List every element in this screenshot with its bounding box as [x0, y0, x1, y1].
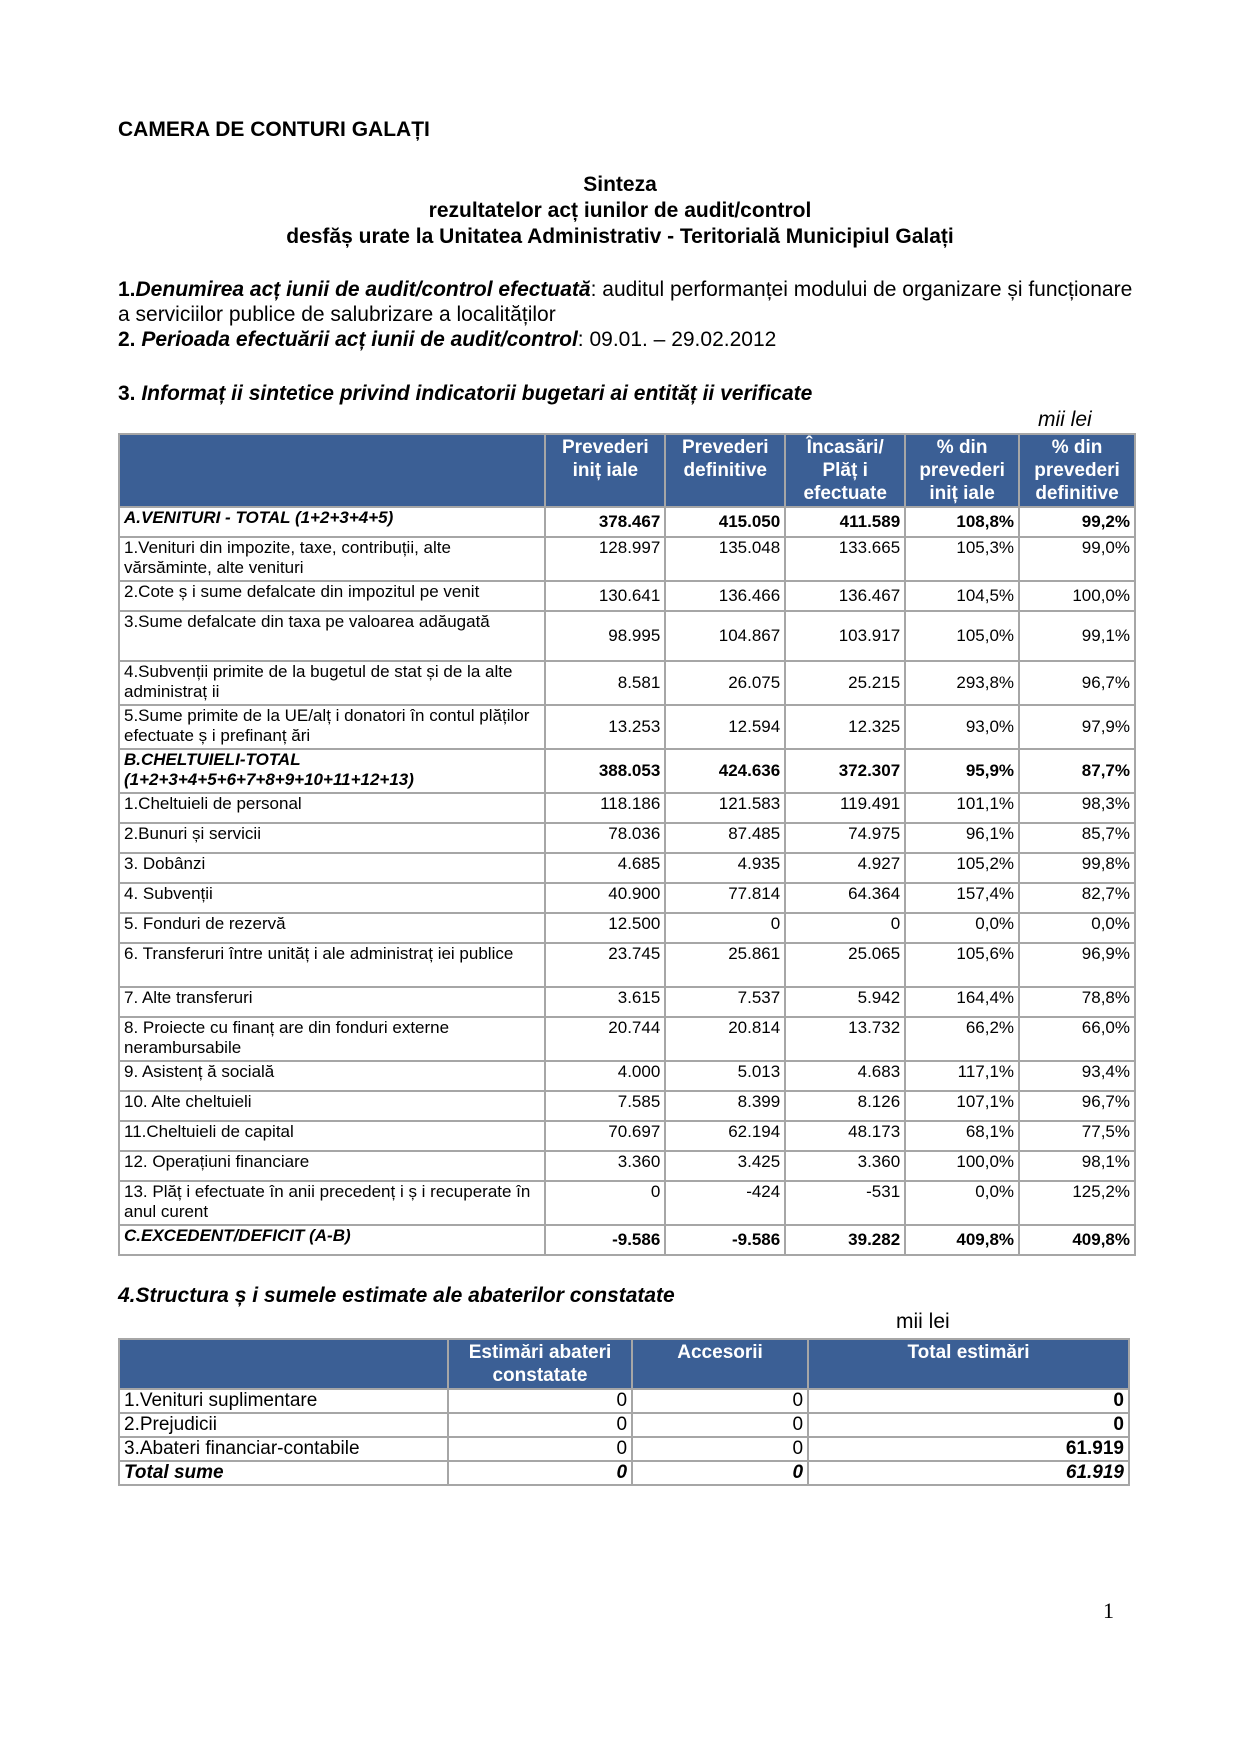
- table-cell: 415.050: [665, 507, 785, 537]
- row-label: 8. Proiecte cu finanț are din fonduri externe nerambursabile: [119, 1017, 545, 1061]
- section-title-text: Informaț ii sintetice privind indicatorii bugetari ai entităț ii verificate: [135, 382, 813, 405]
- table-cell: 0: [632, 1437, 808, 1461]
- column-header: Estimări abateri constatate: [448, 1339, 632, 1389]
- table-row: [119, 1151, 1135, 1181]
- table-cell: 100,0%: [905, 1151, 1019, 1181]
- table-cell: 121.583: [665, 793, 785, 823]
- item-value: : 09.01. – 29.02.2012: [577, 328, 777, 351]
- table-cell: 3.615: [545, 987, 665, 1017]
- table-cell: 13.253: [545, 705, 665, 749]
- table-cell: 105,0%: [905, 611, 1019, 661]
- table-cell: 125,2%: [1019, 1181, 1135, 1225]
- page-number: 1: [1103, 1598, 1114, 1623]
- table-cell: 82,7%: [1019, 883, 1135, 913]
- table-cell: 25.861: [665, 943, 785, 987]
- table-cell: 25.215: [785, 661, 905, 705]
- table-cell: 130.641: [545, 581, 665, 611]
- table-cell: 96,7%: [1019, 1091, 1135, 1121]
- table-cell: 100,0%: [1019, 581, 1135, 611]
- table-cell: 118.186: [545, 793, 665, 823]
- row-label: 9. Asistenț ă socială: [119, 1061, 545, 1091]
- table-row: [119, 913, 1135, 943]
- column-header: Total estimări: [808, 1339, 1129, 1389]
- row-label: 4. Subvenții: [119, 883, 545, 913]
- table-cell: 4.000: [545, 1061, 665, 1091]
- row-label: A.VENITURI - TOTAL (1+2+3+4+5): [119, 507, 545, 537]
- table-cell: 411.589: [785, 507, 905, 537]
- table-row: [119, 1017, 1135, 1061]
- row-label: 11.Cheltuieli de capital: [119, 1121, 545, 1151]
- title-line-2: rezultatelor acț iunilor de audit/control: [428, 199, 812, 222]
- table-cell: 135.048: [665, 537, 785, 581]
- deviations-table: [118, 1338, 1130, 1486]
- table-cell: 93,0%: [905, 705, 1019, 749]
- row-label: 3.Abateri financiar-contabile: [119, 1437, 448, 1461]
- table-cell: 20.744: [545, 1017, 665, 1061]
- table-cell: 77,5%: [1019, 1121, 1135, 1151]
- table-row: [119, 883, 1135, 913]
- row-label: 3. Dobânzi: [119, 853, 545, 883]
- table-cell: 128.997: [545, 537, 665, 581]
- table-cell: 293,8%: [905, 661, 1019, 705]
- table-cell: 23.745: [545, 943, 665, 987]
- table-row: [119, 749, 1135, 793]
- table-cell: 12.500: [545, 913, 665, 943]
- table-row: [119, 507, 1135, 537]
- table-cell: 97,9%: [1019, 705, 1135, 749]
- column-header: Prevederi iniț iale: [545, 434, 665, 507]
- table-header-row: [119, 1339, 1129, 1389]
- table-cell: 25.065: [785, 943, 905, 987]
- section-4-unit: mii lei: [896, 1310, 950, 1333]
- table-row: [119, 853, 1135, 883]
- table-row: [119, 661, 1135, 705]
- table-cell: 103.917: [785, 611, 905, 661]
- row-label: 10. Alte cheltuieli: [119, 1091, 545, 1121]
- table-cell: -9.586: [545, 1225, 665, 1255]
- table-row: [119, 611, 1135, 661]
- row-label: C.EXCEDENT/DEFICIT (A-B): [119, 1225, 545, 1255]
- audit-action-name: [118, 277, 1138, 327]
- table-cell: 95,9%: [905, 749, 1019, 793]
- table-cell: -531: [785, 1181, 905, 1225]
- item-number: 2.: [118, 328, 136, 351]
- table-cell: 78,8%: [1019, 987, 1135, 1017]
- table-cell: 388.053: [545, 749, 665, 793]
- table-cell: 96,7%: [1019, 661, 1135, 705]
- row-label: B.CHELTUIELI-TOTAL (1+2+3+4+5+6+7+8+9+10+11+12+13): [119, 749, 545, 793]
- section-4-title: 4.Structura ș i sumele estimate ale abaterilor constatate: [118, 1284, 675, 1307]
- budget-table-body: [119, 507, 1135, 1255]
- table-row: [119, 987, 1135, 1017]
- table-row: [119, 705, 1135, 749]
- table-cell: 61.919: [808, 1437, 1129, 1461]
- row-label: 1.Venituri suplimentare: [119, 1389, 448, 1413]
- table-cell: 0: [632, 1413, 808, 1437]
- title-line-3: desfăș urate la Unitatea Administrativ - Teritorială Municipiul Galați: [286, 225, 954, 248]
- table-cell: 136.466: [665, 581, 785, 611]
- table-cell: 0: [448, 1461, 632, 1485]
- table-cell: 104.867: [665, 611, 785, 661]
- table-cell: 70.697: [545, 1121, 665, 1151]
- audit-period: [118, 327, 1138, 352]
- item-label: Denumirea acț iunii de audit/control efectuată: [135, 278, 591, 301]
- table-cell: 87,7%: [1019, 749, 1135, 793]
- item-number: 1.: [118, 278, 136, 301]
- table-row: [119, 1121, 1135, 1151]
- table-cell: 117,1%: [905, 1061, 1019, 1091]
- table-cell: 4.935: [665, 853, 785, 883]
- row-label: 2.Bunuri și servicii: [119, 823, 545, 853]
- table-cell: 105,2%: [905, 853, 1019, 883]
- column-header: Încasări/ Plăț i efectuate: [785, 434, 905, 507]
- table-cell: 39.282: [785, 1225, 905, 1255]
- table-row: [119, 1461, 1129, 1485]
- table-cell: 26.075: [665, 661, 785, 705]
- column-header: Accesorii: [632, 1339, 808, 1389]
- table-cell: 0: [632, 1389, 808, 1413]
- table-cell: 64.364: [785, 883, 905, 913]
- table-row: [119, 943, 1135, 987]
- table-row: [119, 537, 1135, 581]
- table-cell: 20.814: [665, 1017, 785, 1061]
- table-cell: 424.636: [665, 749, 785, 793]
- table-cell: 0: [785, 913, 905, 943]
- table-row: [119, 1437, 1129, 1461]
- table-cell: -9.586: [665, 1225, 785, 1255]
- table-cell: 40.900: [545, 883, 665, 913]
- table-cell: 105,6%: [905, 943, 1019, 987]
- header-blank-cell: [119, 1339, 448, 1389]
- table-cell: 119.491: [785, 793, 905, 823]
- table-cell: 4.683: [785, 1061, 905, 1091]
- row-label: 2.Cote ș i sume defalcate din impozitul pe venit: [119, 581, 545, 611]
- row-label: 6. Transferuri între unităț i ale administraț iei publice: [119, 943, 545, 987]
- audit-info: [118, 277, 1138, 352]
- row-label: 3.Sume defalcate din taxa pe valoarea adăugată: [119, 611, 545, 661]
- section-3-title: [118, 382, 812, 406]
- row-label: 13. Plăț i efectuate în anii precedenț i ș i recuperate în anul curent: [119, 1181, 545, 1225]
- table-cell: 77.814: [665, 883, 785, 913]
- table-row: [119, 1181, 1135, 1225]
- deviations-table-body: [119, 1389, 1129, 1485]
- table-cell: 85,7%: [1019, 823, 1135, 853]
- table-cell: 87.485: [665, 823, 785, 853]
- table-cell: 68,1%: [905, 1121, 1019, 1151]
- table-cell: 0: [665, 913, 785, 943]
- table-cell: 5.942: [785, 987, 905, 1017]
- table-cell: 74.975: [785, 823, 905, 853]
- table-row: [119, 1389, 1129, 1413]
- table-row: [119, 1413, 1129, 1437]
- table-cell: 164,4%: [905, 987, 1019, 1017]
- table-cell: 93,4%: [1019, 1061, 1135, 1091]
- table-cell: 61.919: [808, 1461, 1129, 1485]
- table-cell: 0: [808, 1413, 1129, 1437]
- table-cell: 96,1%: [905, 823, 1019, 853]
- table-cell: 409,8%: [905, 1225, 1019, 1255]
- table-cell: 3.360: [785, 1151, 905, 1181]
- table-cell: 99,2%: [1019, 507, 1135, 537]
- table-cell: 409,8%: [1019, 1225, 1135, 1255]
- table-cell: 13.732: [785, 1017, 905, 1061]
- table-cell: 136.467: [785, 581, 905, 611]
- item-label: Perioada efectuării acț iunii de audit/control: [141, 328, 578, 351]
- table-cell: 105,3%: [905, 537, 1019, 581]
- table-cell: 378.467: [545, 507, 665, 537]
- table-cell: 8.126: [785, 1091, 905, 1121]
- table-cell: 5.013: [665, 1061, 785, 1091]
- table-cell: 62.194: [665, 1121, 785, 1151]
- row-label: 1.Cheltuieli de personal: [119, 793, 545, 823]
- table-cell: 4.685: [545, 853, 665, 883]
- row-label: 5. Fonduri de rezervă: [119, 913, 545, 943]
- table-row: [119, 581, 1135, 611]
- table-cell: 96,9%: [1019, 943, 1135, 987]
- table-row: [119, 1061, 1135, 1091]
- table-cell: 133.665: [785, 537, 905, 581]
- table-cell: 0: [545, 1181, 665, 1225]
- table-cell: -424: [665, 1181, 785, 1225]
- table-cell: 0,0%: [905, 913, 1019, 943]
- table-cell: 12.325: [785, 705, 905, 749]
- table-cell: 78.036: [545, 823, 665, 853]
- row-label: Total sume: [119, 1461, 448, 1485]
- row-label: 5.Sume primite de la UE/alț i donatori în contul plăților efectuate ș i prefinanț ări: [119, 705, 545, 749]
- title-line-1: Sinteza: [583, 173, 657, 196]
- budget-indicators-table: [118, 433, 1136, 1256]
- section-number: 3.: [118, 382, 136, 405]
- organization-name: CAMERA DE CONTURI GALAȚI: [118, 118, 430, 141]
- table-cell: 0,0%: [1019, 913, 1135, 943]
- table-cell: 7.585: [545, 1091, 665, 1121]
- column-header: % din prevederi definitive: [1019, 434, 1135, 507]
- table-cell: 99,8%: [1019, 853, 1135, 883]
- table-cell: 0: [808, 1389, 1129, 1413]
- table-cell: 4.927: [785, 853, 905, 883]
- table-cell: 3.425: [665, 1151, 785, 1181]
- item-value: : auditul performanței modului de organizare și funcționare a serviciilor publice de salubrizare a localităților: [118, 278, 1133, 326]
- column-header: Prevederi definitive: [665, 434, 785, 507]
- table-cell: 66,0%: [1019, 1017, 1135, 1061]
- table-cell: 8.581: [545, 661, 665, 705]
- header-blank-cell: [119, 434, 545, 507]
- table-cell: 0: [448, 1389, 632, 1413]
- table-cell: 3.360: [545, 1151, 665, 1181]
- table-cell: 0: [448, 1437, 632, 1461]
- table-cell: 104,5%: [905, 581, 1019, 611]
- table-cell: 7.537: [665, 987, 785, 1017]
- table-cell: 99,0%: [1019, 537, 1135, 581]
- table-header-row: [119, 434, 1135, 507]
- table-cell: 0: [632, 1461, 808, 1485]
- table-cell: 12.594: [665, 705, 785, 749]
- section-3-unit: mii lei: [1038, 408, 1092, 431]
- table-cell: 108,8%: [905, 507, 1019, 537]
- row-label: 4.Subvenții primite de la bugetul de stat și de la alte administraț ii: [119, 661, 545, 705]
- table-cell: 98.995: [545, 611, 665, 661]
- table-cell: 372.307: [785, 749, 905, 793]
- document-title: [200, 172, 1040, 250]
- table-cell: 0,0%: [905, 1181, 1019, 1225]
- table-cell: 98,3%: [1019, 793, 1135, 823]
- row-label: 7. Alte transferuri: [119, 987, 545, 1017]
- table-row: [119, 793, 1135, 823]
- table-cell: 101,1%: [905, 793, 1019, 823]
- row-label: 12. Operațiuni financiare: [119, 1151, 545, 1181]
- table-row: [119, 1091, 1135, 1121]
- column-header: % din prevederi iniț iale: [905, 434, 1019, 507]
- table-cell: 48.173: [785, 1121, 905, 1151]
- table-cell: 99,1%: [1019, 611, 1135, 661]
- row-label: 1.Venituri din impozite, taxe, contribuții, alte vărsăminte, alte venituri: [119, 537, 545, 581]
- table-cell: 157,4%: [905, 883, 1019, 913]
- table-cell: 8.399: [665, 1091, 785, 1121]
- table-cell: 98,1%: [1019, 1151, 1135, 1181]
- table-row: [119, 823, 1135, 853]
- table-cell: 66,2%: [905, 1017, 1019, 1061]
- table-row: [119, 1225, 1135, 1255]
- table-cell: 0: [448, 1413, 632, 1437]
- table-cell: 107,1%: [905, 1091, 1019, 1121]
- row-label: 2.Prejudicii: [119, 1413, 448, 1437]
